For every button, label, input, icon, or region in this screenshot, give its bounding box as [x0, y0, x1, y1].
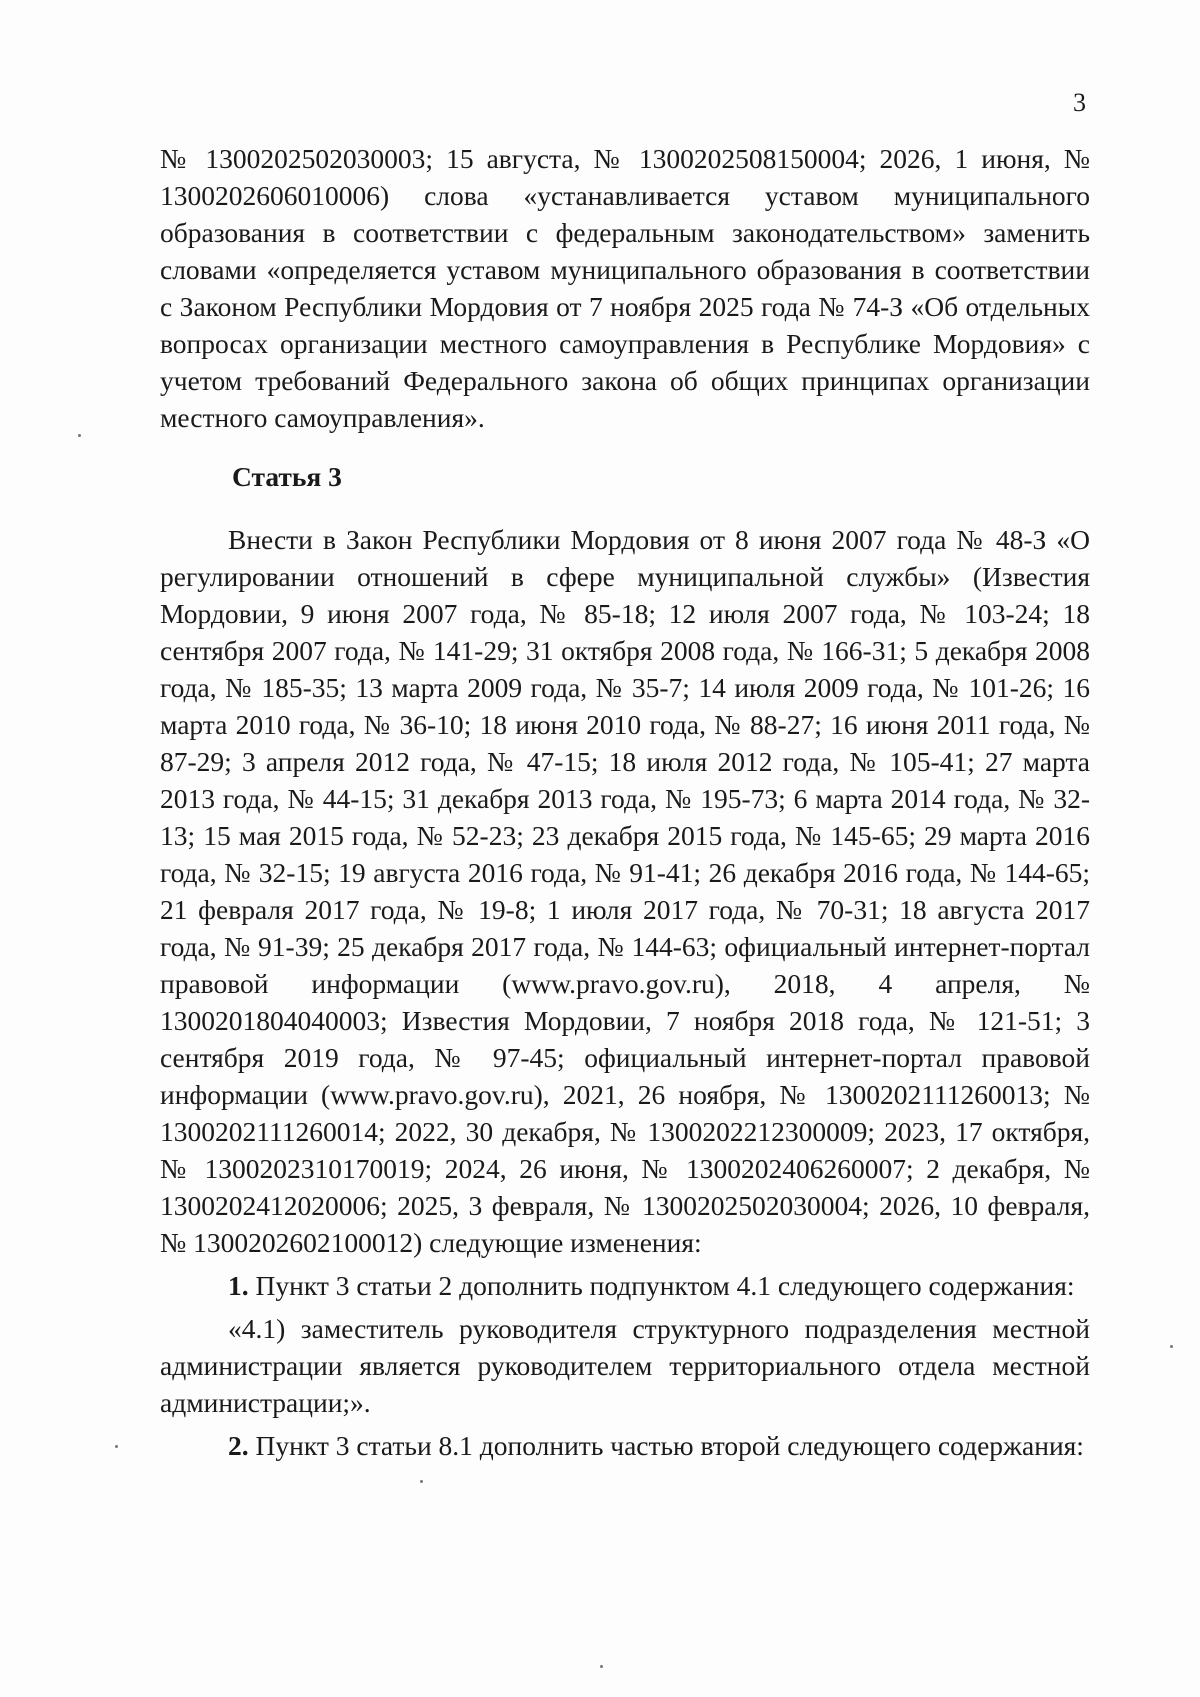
paragraph-quote-4-1: «4.1) заместитель руководителя структурного подразделения местной администрации является руководителем территориального отдела местной администрации;». [160, 1313, 1090, 1418]
item-1-text: Пункт 3 статьи 2 дополнить подпунктом 4.1 следующего содержания: [255, 1270, 1075, 1301]
scan-speck [115, 1445, 118, 1448]
scan-speck [78, 434, 81, 437]
paragraph-item-1 [160, 1267, 1090, 1304]
page-number: 3 [1073, 88, 1086, 117]
paragraph-item-2 [160, 1427, 1090, 1464]
document-body [160, 140, 1090, 1464]
article-title: Статья 3 [232, 461, 342, 492]
item-1-number: 1. [228, 1270, 249, 1301]
item-2-text: Пункт 3 статьи 8.1 дополнить частью второй следующего содержания: [255, 1430, 1084, 1461]
scan-speck [1170, 1345, 1173, 1348]
scan-speck [600, 1665, 603, 1668]
paragraph-continuation: № 1300202502030003; 15 августа, № 1300202508150004; 2026, 1 июня, № 1300202606010006) слова «устанавливается уставом муниципального образования в соответствии с федеральным законодательством» заменить словами «определяется уставом муниципального образования в соответствии с Законом Республики Мордовия от 7 ноября 2025 года № 74-З «Об отдельных вопросах организации местного самоуправления в Республике Мордовия» с учетом требований Федерального закона об общих принципах организации местного самоуправления». [160, 143, 1090, 433]
scan-speck [420, 1480, 423, 1483]
item-2-number: 2. [228, 1430, 249, 1461]
paragraph-article-3-intro: Внести в Закон Республики Мордовия от 8 июня 2007 года № 48-З «О регулировании отношений в сфере муниципальной службы» (Известия Мордовии, 9 июня 2007 года, № 85-18; 12 июля 2007 года, № 103-24; 18 сентября 2007 года, № 141-29; 31 октября 2008 года, № 166-31; 5 декабря 2008 года, № 185-35; 13 марта 2009 года, № 35-7; 14 июля 2009 года, № 101-26; 16 марта 2010 года, № 36-10; 18 июня 2010 года, № 88-27; 16 июня 2011 года, № 87-29; 3 апреля 2012 года, № 47-15; 18 июля 2012 года, № 105-41; 27 марта 2013 года, № 44-15; 31 декабря 2013 года, № 195-73; 6 марта 2014 года, № 32-13; 15 мая 2015 года, № 52-23; 23 декабря 2015 года, № 145-65; 29 марта 2016 года, № 32-15; 19 августа 2016 года, № 91-41; 26 декабря 2016 года, № 144-65; 21 февраля 2017 года, № 19-8; 1 июля 2017 года, № 70-31; 18 августа 2017 года, № 91-39; 25 декабря 2017 года, № 144-63; официальный интернет-портал правовой информации (www.pravo.gov.ru), 2018, 4 апреля, № 1300201804040003; Известия Мордовии, 7 ноября 2018 года, № 121-51; 3 сентября 2019 года, № 97-45; официальный интернет-портал правовой информации (www.pravo.gov.ru), 2021, 26 ноября, № 1300202111260013; № 1300202111260014; 2022, 30 декабря, № 1300202212300009; 2023, 17 октября, № 1300202310170019; 2024, 26 июня, № 1300202406260007; 2 декабря, № 1300202412020006; 2025, 3 февраля, № 1300202502030004; 2026, 10 февраля, № 1300202602100012) следующие изменения: [160, 524, 1090, 1258]
